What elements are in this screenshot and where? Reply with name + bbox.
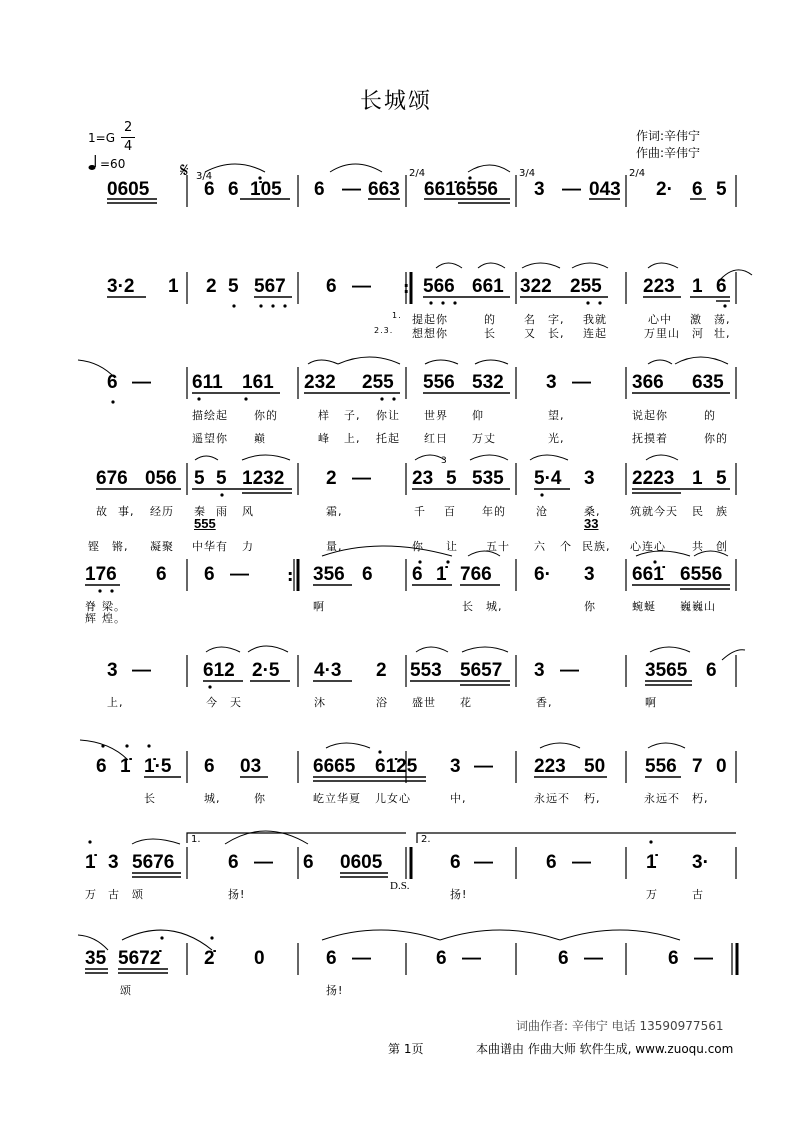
note-group: 5676 (132, 852, 175, 873)
lyric: 世界 (424, 409, 448, 422)
lyric: 说起你 (632, 409, 668, 422)
software-credit: 本曲谱由 作曲大师 软件生成, www.zuoqu.com (476, 1042, 734, 1056)
lyric: 中华有 (192, 540, 228, 553)
note-group: 6 (412, 564, 423, 585)
lyric: 量, (326, 540, 343, 553)
lyricist-credit: 作词:辛伟宁 (636, 129, 701, 143)
time-change-mark: 2/4 (629, 168, 646, 179)
lyric: 长, (548, 327, 565, 340)
note-group: 3565 (645, 660, 688, 681)
lyric: 万里山 (644, 327, 680, 340)
note-group: 6 (96, 756, 107, 777)
volta-2-label: 2. (421, 834, 431, 845)
note-group: 0 (716, 756, 727, 777)
note-group: 6 (450, 852, 461, 873)
lyric: 你 (584, 600, 596, 613)
note-group: 6 (706, 660, 717, 681)
note-group: 6 (303, 852, 314, 873)
note-group: 5 (228, 276, 239, 297)
lyric: 望, (548, 409, 565, 422)
lyric: 你的 (254, 409, 278, 422)
time-change-mark: 3/4 (196, 171, 213, 182)
note-group: 567 (254, 276, 286, 297)
lyric: 托起 (376, 432, 400, 445)
note-group: 6 (326, 276, 337, 297)
lyric: 六 (534, 540, 546, 553)
lyric: 力 (242, 540, 254, 553)
lyric: 秦 (194, 505, 206, 518)
note-group: 532 (472, 372, 504, 393)
note-group: 766 (460, 564, 492, 585)
lyric: 儿女心 (375, 792, 411, 805)
note-group: 6556 (680, 564, 723, 585)
lyric: 想想你 (412, 327, 448, 340)
note-group: 50 (584, 756, 606, 777)
note-group: 3 (584, 468, 595, 489)
dal-segno-mark: D.S. (390, 880, 410, 892)
note-dash: — (352, 948, 371, 969)
note-group: 6665 (313, 756, 356, 777)
lyric: 浴 (376, 696, 388, 709)
lyric: 个 (560, 540, 572, 553)
lyric: 上, (107, 696, 124, 709)
note-group: 661̇6556 (424, 179, 498, 200)
note-group: 6 (546, 852, 557, 873)
lyric: 万 (646, 888, 658, 901)
lyric: 桑, (584, 505, 601, 518)
note-group: 6 (558, 948, 569, 969)
note-dash: — (584, 948, 603, 969)
lyric: 屹立华夏 (313, 792, 361, 805)
note-group: 676 (96, 468, 128, 489)
lyric: 提起你 (412, 313, 448, 326)
note-group: 1̇ (85, 852, 96, 873)
note-group: 6 (204, 179, 215, 200)
lyric: 古 (108, 888, 120, 901)
time-change-mark: 2/4 (409, 168, 426, 179)
note-group: 3 (534, 179, 545, 200)
note-group: 3 (534, 660, 545, 681)
lyric: 你 (412, 540, 424, 553)
note-group: 535 (472, 468, 504, 489)
lyric: 梁。 (102, 600, 126, 613)
lyric: 荡, (714, 313, 731, 326)
note-dash: — (572, 852, 591, 873)
lyric: 河 (692, 327, 704, 340)
lyric: 永远不 (534, 792, 570, 805)
lyric: 经历 (150, 505, 174, 518)
note-group: 3 (108, 852, 119, 873)
note-group: 6 (692, 179, 703, 200)
lyric: 朽, (584, 792, 601, 805)
note-group: 611 (192, 372, 223, 393)
note-group: 2223 (632, 468, 675, 489)
note-group: 1 (692, 276, 703, 297)
lyric: 千 (414, 505, 426, 518)
footer-credit: 词曲作者: 辛伟宁 电话 13590977561 (516, 1019, 724, 1033)
note-group: 663 (368, 179, 400, 200)
lyric: 巍巍山 (680, 600, 716, 613)
lyric: 连起 (583, 327, 607, 340)
note-group: 6 (436, 948, 447, 969)
note-group: 176 (85, 564, 117, 585)
segno-icon: 𝄋 (180, 158, 189, 182)
note-group: 3· (692, 852, 709, 873)
lyric: 巅 (254, 432, 266, 445)
note-group: 2 (376, 660, 387, 681)
lyric: 中, (450, 792, 467, 805)
lyric: 遥望你 (192, 432, 228, 445)
note-group: 1̇ (120, 756, 131, 777)
note-group: 0 (254, 948, 265, 969)
repeat-dots: : (287, 566, 294, 585)
lyric: 民族, (582, 540, 611, 553)
note-group: 556 (423, 372, 455, 393)
note-group: 1232 (242, 468, 285, 489)
note-group: 6 (204, 756, 215, 777)
lyric: 光, (548, 432, 565, 445)
volta-1-label: 1. (191, 834, 201, 845)
lyric: 名 (524, 313, 536, 326)
note-group: 661 (472, 276, 504, 297)
lyric: 万丈 (472, 432, 496, 445)
lyric: 霜, (326, 505, 343, 518)
note-dash: — (230, 564, 249, 585)
time-change-mark: 3/4 (519, 168, 536, 179)
lyric: 子, (344, 409, 361, 422)
lyric: 民 (692, 505, 704, 518)
lyric: 煌。 (102, 612, 126, 625)
lyric: 让 (446, 540, 458, 553)
note-dash: — (694, 948, 713, 969)
note-group: 6 (204, 564, 215, 585)
lyric: 的 (704, 409, 716, 422)
note-dash: — (562, 179, 581, 200)
note-group: 2· (656, 179, 673, 200)
note-dash: — (254, 852, 273, 873)
note-group: 223 (643, 276, 675, 297)
lyric: 又 (524, 327, 536, 340)
lyric: 永远不 (644, 792, 680, 805)
note-group: 61̇25 (375, 756, 418, 777)
lyric: 今 (206, 696, 218, 709)
note-group: 5 (716, 179, 727, 200)
lyric: 创 (716, 540, 728, 553)
lyric: 铿 (88, 540, 100, 553)
lyric: 激 (690, 313, 702, 326)
lyric: 啊 (645, 696, 657, 709)
note-group: 5 (716, 468, 727, 489)
note-group: 35 (85, 948, 107, 969)
lyric: 颂 (132, 888, 144, 901)
lyric: 啊 (313, 600, 325, 613)
time-signature-top: 2 (124, 120, 133, 135)
note-group: 1̇ (646, 852, 657, 873)
note-group: 322 (520, 276, 552, 297)
lyric: 我就 (583, 313, 607, 326)
note-dash: — (342, 179, 361, 200)
note-group: 1̇·5 (144, 756, 172, 777)
note-group: 2·5 (252, 660, 280, 681)
note-group: 556 (645, 756, 677, 777)
lyric: 你 (254, 792, 266, 805)
lyric: 天 (230, 696, 242, 709)
lyric: 峰 (318, 432, 330, 445)
note-group: 661̇ (632, 564, 664, 585)
lyric: 扬! (450, 888, 468, 901)
note-group: 255 (362, 372, 394, 393)
note-group: 1 (692, 468, 703, 489)
note-group: 0605 (107, 179, 150, 200)
repeat-dots: : (403, 278, 410, 297)
note-group: 056 (145, 468, 177, 489)
note-group: 6 (326, 948, 337, 969)
lyric: 年的 (482, 505, 506, 518)
note-group: 223 (534, 756, 566, 777)
lyric: 上, (344, 432, 361, 445)
note-group: 5 (446, 468, 457, 489)
lyric: 故 (96, 505, 108, 518)
note-dash: — (474, 852, 493, 873)
note-group: 03 (240, 756, 262, 777)
composer-credit: 作曲:辛伟宁 (636, 146, 701, 160)
note-group-above: 555 (194, 516, 216, 531)
note-dash: — (132, 372, 151, 393)
lyric: 共 (692, 540, 704, 553)
lyric: 红日 (424, 432, 448, 445)
note-group: 612 (203, 660, 235, 681)
key-signature: 1=G (88, 131, 115, 145)
note-dash: — (352, 468, 371, 489)
note-group: 5672̇ (118, 948, 161, 969)
lyric: 长 (462, 600, 474, 613)
note-group: 232 (304, 372, 336, 393)
lyric: 筑就今天 (630, 505, 678, 518)
note-group: 2 (326, 468, 337, 489)
note-group: 5·4 (534, 468, 562, 489)
lyric: 扬! (228, 888, 246, 901)
lyric: 事, (118, 505, 135, 518)
lyric: 万 (85, 888, 97, 901)
lyric: 香, (536, 696, 553, 709)
lyric: 雨 (216, 505, 228, 518)
lyric: 样 (318, 409, 330, 422)
lyric: 古 (692, 888, 704, 901)
note-dash: — (132, 660, 151, 681)
note-group: 6· (534, 564, 551, 585)
note-group: 1 (168, 276, 179, 297)
grace-note: 3 (441, 456, 447, 466)
note-dash: — (474, 756, 493, 777)
note-group: 2̇ (204, 948, 215, 969)
lyric: 朽, (692, 792, 709, 805)
lyric: 壮, (714, 327, 731, 340)
note-group: 6 (228, 179, 239, 200)
tempo-marking: =60 (100, 157, 126, 171)
page-number: 第 1页 (388, 1042, 424, 1056)
lyric: 长 (144, 792, 156, 805)
note-group: 3 (450, 756, 461, 777)
note-group: 566 (423, 276, 455, 297)
note-group: 0605 (340, 852, 383, 873)
lyric: 脊 (85, 600, 97, 613)
lyric: 心连心 (630, 540, 666, 553)
lyric: 长 (484, 327, 496, 340)
time-signature-bottom: 4 (124, 139, 133, 154)
note-group: 6 (107, 372, 118, 393)
note-group: 5 (194, 468, 205, 489)
lyric: 仰 (472, 409, 484, 422)
lyric: 辉 (85, 612, 97, 625)
verse-number: 2.3. (374, 326, 394, 335)
note-group: 553 (410, 660, 442, 681)
note-group: 23 (412, 468, 434, 489)
lyric: 花 (460, 696, 472, 709)
lyric: 五十 (486, 540, 510, 553)
lyric: 字, (548, 313, 565, 326)
note-group: 366 (632, 372, 664, 393)
lyric: 你的 (704, 432, 728, 445)
lyric: 锵, (112, 540, 129, 553)
note-group: 635 (692, 372, 724, 393)
note-group: 3 (584, 564, 595, 585)
lyric: 描绘起 (192, 409, 228, 422)
note-group: 6 (156, 564, 167, 585)
lyric: 心中 (648, 313, 672, 326)
lyric: 你让 (376, 409, 400, 422)
lyric: 颂 (120, 984, 132, 997)
note-group: 161 (242, 372, 274, 393)
lyric: 城, (204, 792, 221, 805)
note-group: 6 (228, 852, 239, 873)
lyric: 凝聚 (150, 540, 174, 553)
note-group: 1̇05 (250, 179, 282, 200)
note-group: 6 (314, 179, 325, 200)
note-group: 356 (313, 564, 345, 585)
lyric: 族 (716, 505, 728, 518)
lyric: 城, (486, 600, 503, 613)
note-group: 3 (546, 372, 557, 393)
note-group: 2 (206, 276, 217, 297)
note-group: 1̇ (436, 564, 447, 585)
note-dash: — (462, 948, 481, 969)
lyric: 百 (444, 505, 456, 518)
lyric: 的 (484, 313, 496, 326)
note-group: 3·2 (107, 276, 135, 297)
lyric: 蜿蜒 (632, 600, 656, 613)
note-group: 3 (107, 660, 118, 681)
note-group: 6 (716, 276, 727, 297)
note-dash: — (352, 276, 371, 297)
note-group: 5657 (460, 660, 503, 681)
verse-number: 1. (392, 311, 402, 320)
lyric: 沐 (314, 696, 326, 709)
note-group: 6 (362, 564, 373, 585)
lyric: 沧 (536, 505, 548, 518)
note-group: 7 (692, 756, 703, 777)
lyric: 抚摸着 (632, 432, 668, 445)
score-title: 长城颂 (359, 89, 432, 114)
lyric: 盛世 (412, 696, 436, 709)
note-group: 043 (589, 179, 621, 200)
note-group: 6 (668, 948, 679, 969)
lyric: 风 (242, 505, 254, 518)
note-dash: — (560, 660, 579, 681)
note-group-above: 33 (584, 516, 599, 531)
note-dash: — (572, 372, 591, 393)
lyric: 扬! (326, 984, 344, 997)
note-group: 255 (570, 276, 602, 297)
note-group: 4·3 (314, 660, 342, 681)
note-group: 5 (216, 468, 227, 489)
